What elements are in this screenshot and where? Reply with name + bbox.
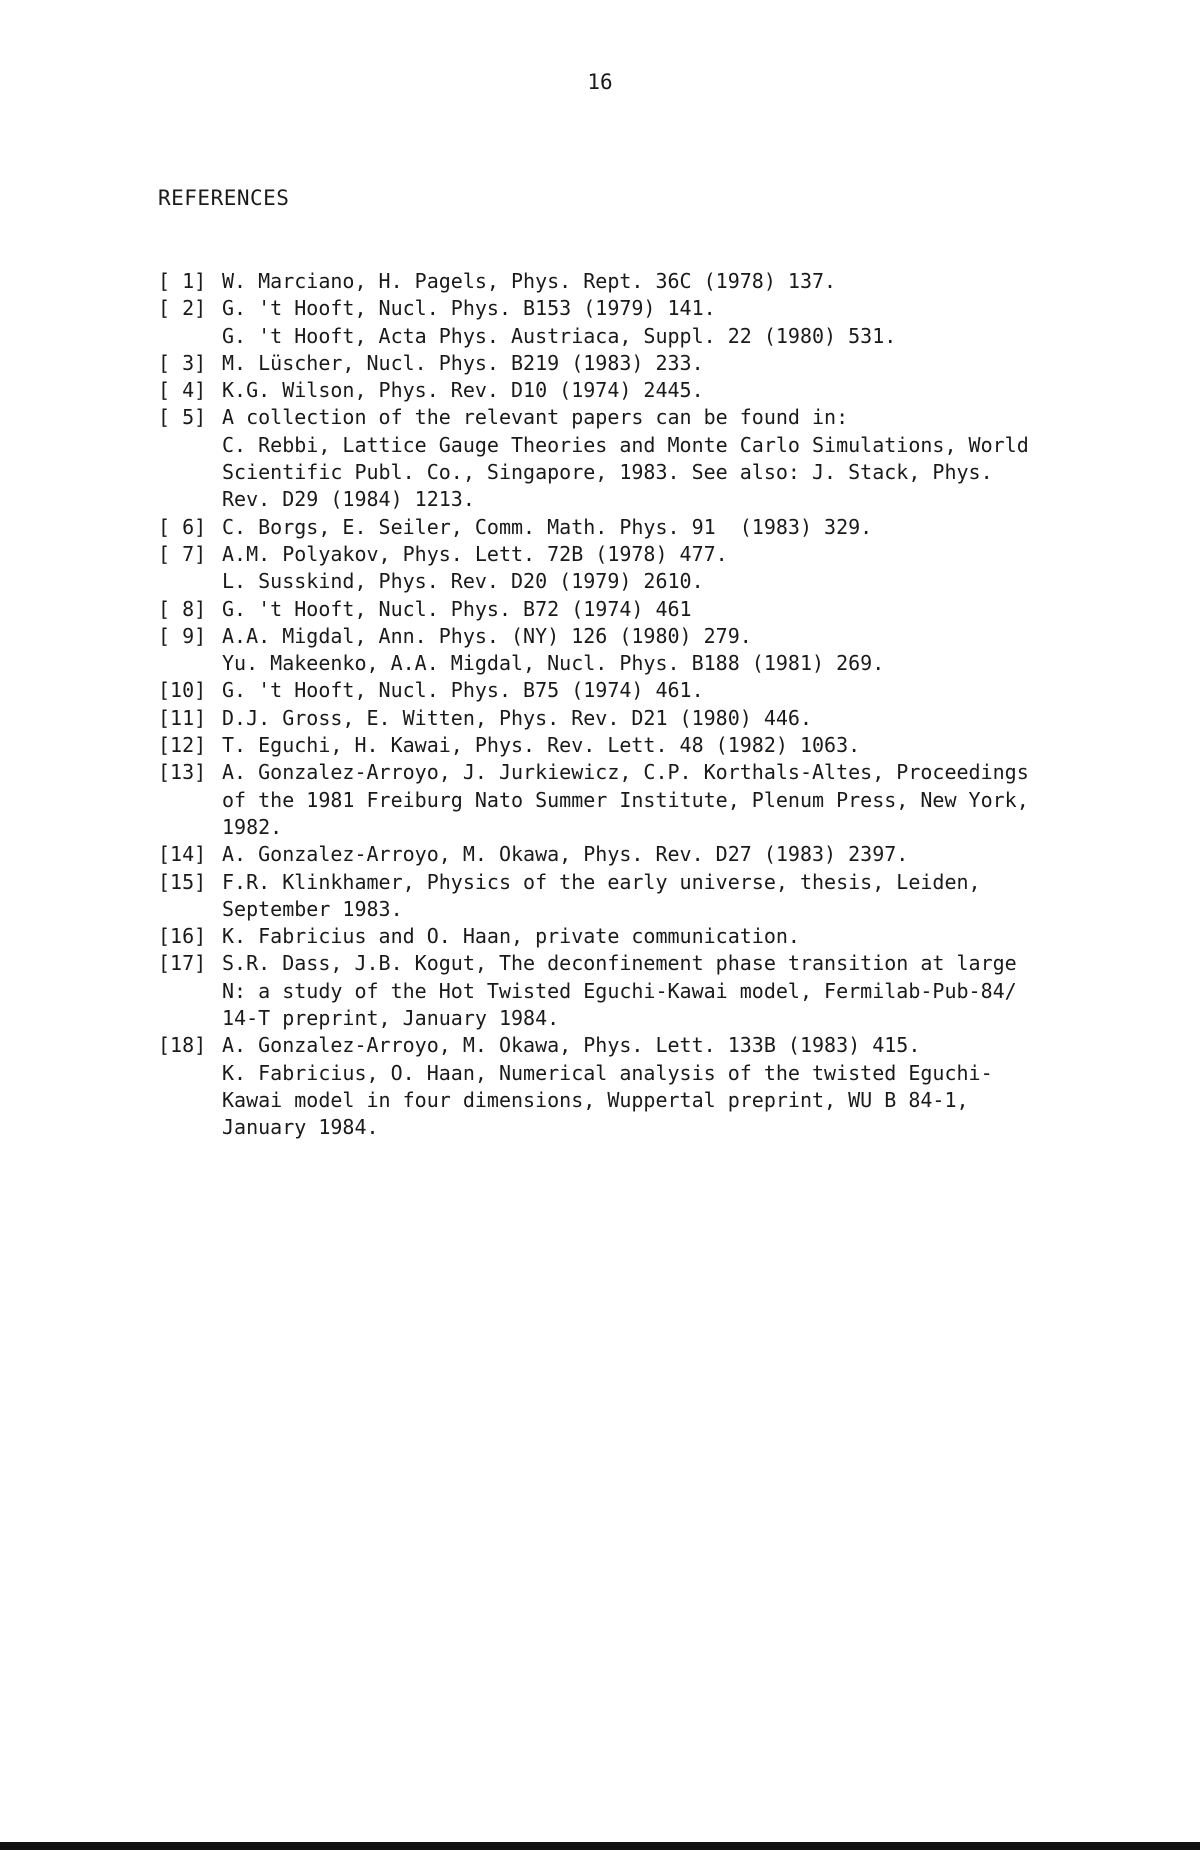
reference-entry <box>158 841 1148 868</box>
reference-number: [ 1] <box>158 269 207 293</box>
reference-line: A.M. Polyakov, Phys. Lett. 72B (1978) 477. <box>222 541 728 566</box>
reference-number: [16] <box>158 924 207 949</box>
reference-number: [ 7] <box>158 541 207 566</box>
reference-text <box>222 705 1148 732</box>
reference-line: W. Marciano, H. Pagels, Phys. Rept. 36C (1978) 137. <box>222 269 837 293</box>
reference-line: Yu. Makeenko, A.A. Migdal, Nucl. Phys. B188 (1981) 269. <box>222 651 885 676</box>
reference-text <box>222 350 1148 377</box>
reference-number: [14] <box>158 842 207 867</box>
reference-line: C. Borgs, E. Seiler, Comm. Math. Phys. 91 (1983) 329. <box>222 514 873 539</box>
reference-entry <box>158 705 1148 732</box>
reference-entry <box>158 295 1148 350</box>
reference-line: L. Susskind, Phys. Rev. D20 (1979) 2610. <box>222 569 704 594</box>
reference-text <box>222 268 1148 295</box>
reference-text <box>222 869 1148 924</box>
reference-text <box>222 623 1148 678</box>
reference-entry <box>158 869 1148 924</box>
reference-text <box>222 732 1148 759</box>
reference-entry <box>158 541 1148 596</box>
reference-line: of the 1981 Freiburg Nato Summer Institute, Plenum Press, New York, <box>222 787 1029 812</box>
reference-text <box>222 514 1148 541</box>
reference-line: N: a study of the Hot Twisted Eguchi-Kawai model, Fermilab-Pub-84/ <box>222 978 1017 1003</box>
reference-number: [ 3] <box>158 350 207 375</box>
reference-text <box>222 596 1148 623</box>
reference-entry <box>158 377 1148 404</box>
reference-entry <box>158 923 1148 950</box>
reference-line: T. Eguchi, H. Kawai, Phys. Rev. Lett. 48 (1982) 1063. <box>222 733 861 758</box>
reference-number: [ 4] <box>158 378 207 403</box>
reference-line: M. Lüscher, Nucl. Phys. B219 (1983) 233. <box>222 350 704 375</box>
reference-entry <box>158 1032 1148 1141</box>
reference-number: [12] <box>158 733 207 758</box>
reference-line: F.R. Klinkhamer, Physics of the early universe, thesis, Leiden, <box>222 869 981 894</box>
reference-line: K. Fabricius, O. Haan, Numerical analysis of the twisted Eguchi- <box>222 1060 993 1085</box>
reference-number: [18] <box>158 1033 207 1058</box>
reference-entry <box>158 596 1148 623</box>
bottom-rule <box>0 1842 1200 1850</box>
reference-text <box>222 759 1148 841</box>
reference-number: [11] <box>158 705 207 730</box>
reference-entry <box>158 732 1148 759</box>
reference-line: G. 't Hooft, Nucl. Phys. B72 (1974) 461 <box>222 596 692 621</box>
reference-line: S.R. Dass, J.B. Kogut, The deconfinement phase transition at large <box>222 951 1017 976</box>
reference-number: [17] <box>158 951 207 976</box>
reference-entry <box>158 677 1148 704</box>
reference-number: [ 2] <box>158 296 207 321</box>
reference-line: K. Fabricius and O. Haan, private communication. <box>222 924 800 949</box>
reference-text <box>222 541 1148 596</box>
reference-text <box>222 950 1148 1032</box>
reference-text <box>222 841 1148 868</box>
reference-text <box>222 677 1148 704</box>
reference-entry <box>158 514 1148 541</box>
reference-line: C. Rebbi, Lattice Gauge Theories and Monte Carlo Simulations, World <box>222 432 1029 457</box>
reference-line: January 1984. <box>222 1115 379 1140</box>
reference-entry <box>158 759 1148 841</box>
reference-number: [ 6] <box>158 514 207 539</box>
reference-number: [10] <box>158 678 207 703</box>
reference-list <box>158 268 1148 1142</box>
reference-text <box>222 923 1148 950</box>
reference-text <box>222 377 1148 404</box>
reference-line: A collection of the relevant papers can be found in: <box>222 405 849 430</box>
reference-line: 1982. <box>222 814 283 839</box>
reference-text <box>222 1032 1148 1141</box>
reference-line: G. 't Hooft, Nucl. Phys. B75 (1974) 461. <box>222 678 704 703</box>
reference-number: [ 5] <box>158 405 207 430</box>
reference-number: [15] <box>158 869 207 894</box>
reference-entry <box>158 950 1148 1032</box>
reference-text <box>222 404 1148 513</box>
reference-line: G. 't Hooft, Acta Phys. Austriaca, Suppl. 22 (1980) 531. <box>222 323 897 348</box>
page-number: 16 <box>587 70 613 94</box>
reference-text <box>222 295 1148 350</box>
references-heading: REFERENCES <box>158 186 290 210</box>
reference-line: September 1983. <box>222 896 403 921</box>
reference-line: A. Gonzalez-Arroyo, M. Okawa, Phys. Lett. 133B (1983) 415. <box>222 1033 921 1058</box>
reference-line: 14-T preprint, January 1984. <box>222 1006 560 1031</box>
reference-entry <box>158 404 1148 513</box>
reference-line: Rev. D29 (1984) 1213. <box>222 487 475 512</box>
reference-entry <box>158 268 1148 295</box>
reference-line: Scientific Publ. Co., Singapore, 1983. See also: J. Stack, Phys. <box>222 460 993 485</box>
reference-line: A. Gonzalez-Arroyo, M. Okawa, Phys. Rev. D27 (1983) 2397. <box>222 842 909 867</box>
reference-line: Kawai model in four dimensions, Wuppertal preprint, WU B 84-1, <box>222 1087 969 1112</box>
reference-line: K.G. Wilson, Phys. Rev. D10 (1974) 2445. <box>222 378 704 403</box>
reference-number: [13] <box>158 760 207 785</box>
reference-number: [ 9] <box>158 623 207 648</box>
reference-number: [ 8] <box>158 596 207 621</box>
reference-entry <box>158 350 1148 377</box>
reference-entry <box>158 623 1148 678</box>
reference-line: A. Gonzalez-Arroyo, J. Jurkiewicz, C.P. Korthals-Altes, Proceedings <box>222 760 1029 785</box>
reference-line: G. 't Hooft, Nucl. Phys. B153 (1979) 141. <box>222 296 716 321</box>
reference-line: D.J. Gross, E. Witten, Phys. Rev. D21 (1980) 446. <box>222 705 813 730</box>
reference-line: A.A. Migdal, Ann. Phys. (NY) 126 (1980) 279. <box>222 623 752 648</box>
